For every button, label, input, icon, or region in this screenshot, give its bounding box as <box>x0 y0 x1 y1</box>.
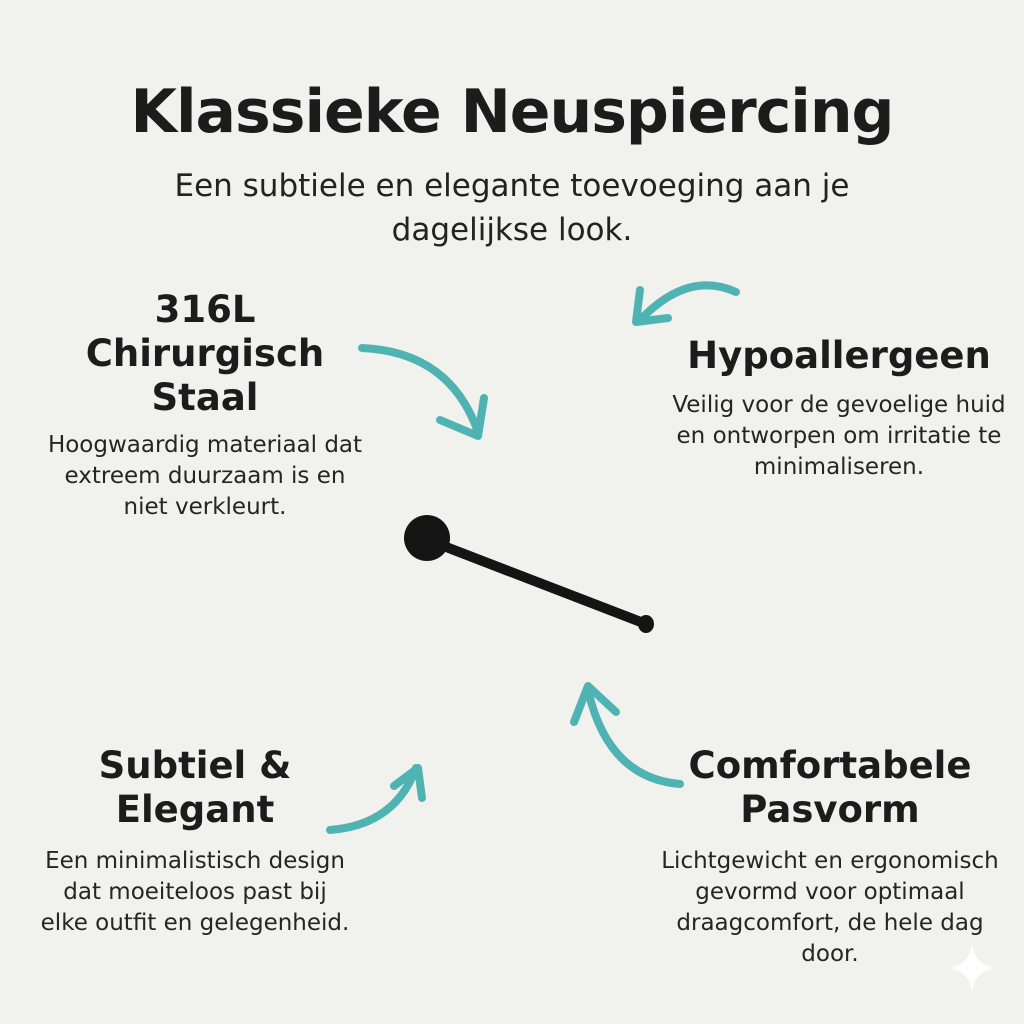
feature-title: 316L Chirurgisch Staal <box>85 288 325 419</box>
feature-comfortable-fit <box>650 744 1010 970</box>
feature-description: Hoogwaardig materiaal dat extreem duurzaam is en niet verkleurt. <box>47 432 363 520</box>
curved-arrow-icon <box>362 348 484 436</box>
feature-title: Hypoallergeen <box>687 334 991 377</box>
feature-subtle-elegant <box>40 744 350 939</box>
nose-stud-image <box>404 515 654 633</box>
page-title: Klassieke Neuspiercing <box>130 77 894 147</box>
feature-description: Een minimalistisch design dat moeiteloos past bij elke outfit en gelegenheid. <box>40 848 350 936</box>
feature-hypoallergenic <box>664 334 1014 483</box>
feature-title: Subtiel & Elegant <box>98 744 292 831</box>
stud-pin <box>428 540 646 624</box>
feature-surgical-steel <box>40 288 370 523</box>
feature-title: Comfortabele Pasvorm <box>688 744 972 831</box>
stud-ball <box>404 515 450 561</box>
feature-description: Veilig voor de gevoelige huid en ontworpen om irritatie te minimaliseren. <box>672 392 1006 480</box>
page-subtitle: Een subtiele en elegante toevoeging aan je dagelijkse look. <box>174 168 850 248</box>
feature-description: Lichtgewicht en ergonomisch gevormd voor optimaal draagcomfort, de hele dag door. <box>661 848 999 967</box>
stud-pin-tip <box>638 615 654 633</box>
curved-arrow-icon <box>636 285 736 322</box>
